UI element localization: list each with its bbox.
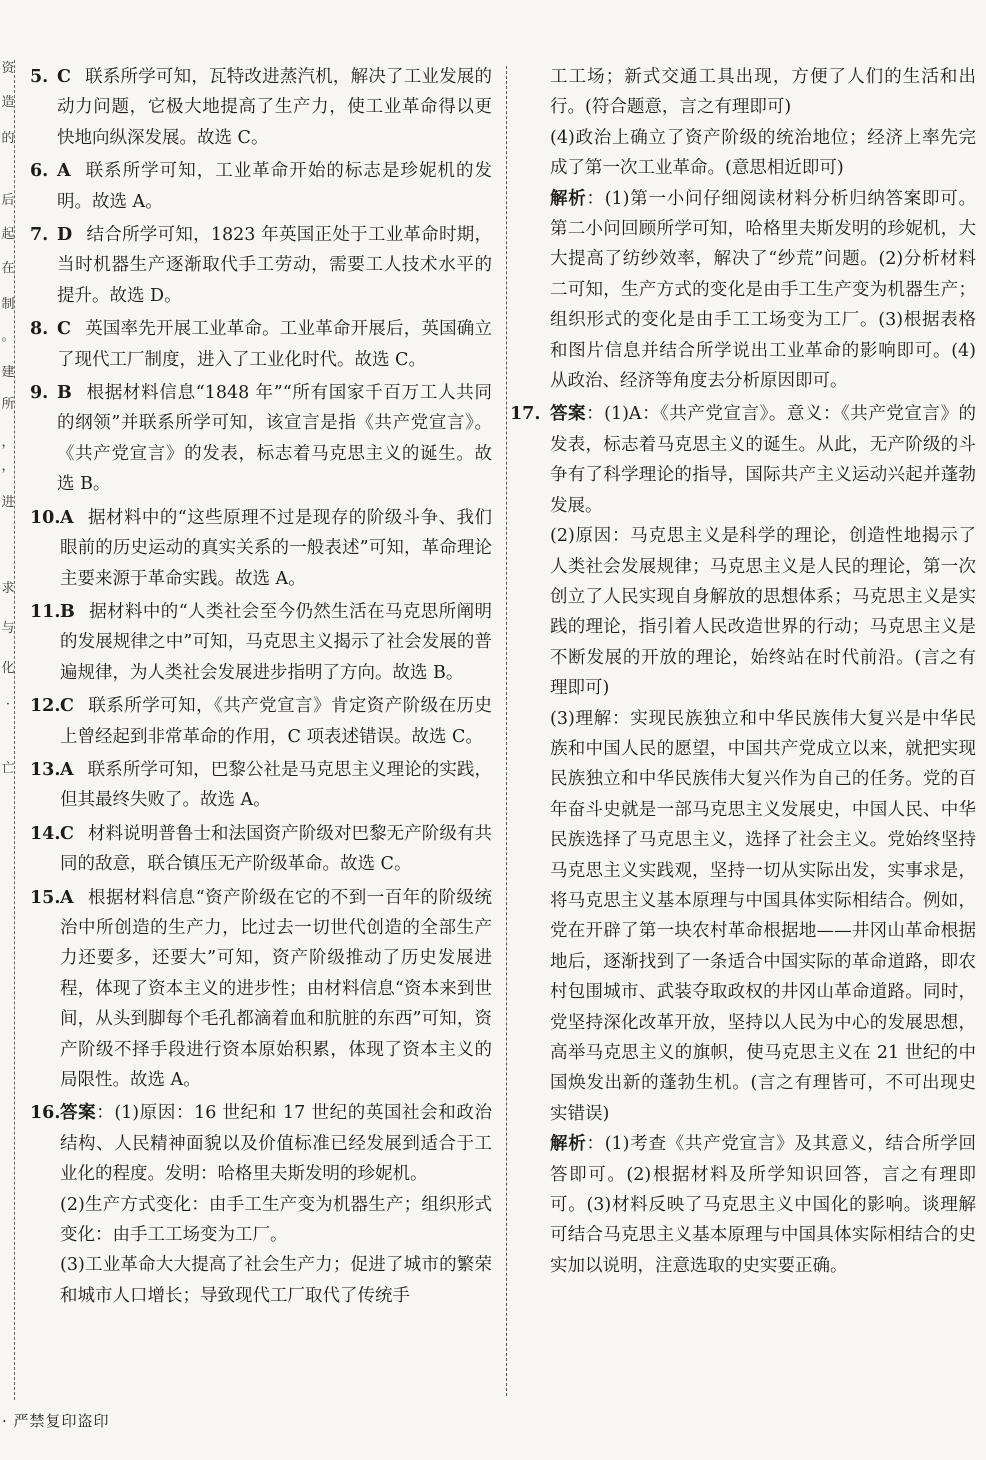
edge-char: 化 bbox=[1, 661, 15, 676]
answer-letter: C bbox=[57, 319, 71, 340]
answer-item-13 bbox=[30, 755, 492, 816]
answer-letter: A bbox=[57, 161, 71, 182]
answer-item-17 bbox=[510, 399, 977, 1281]
answer-label: 答案 bbox=[60, 1103, 97, 1124]
edge-char: 求 bbox=[1, 581, 15, 596]
edge-char: 所 bbox=[1, 397, 15, 412]
question-number: 5. bbox=[30, 67, 49, 87]
edge-char: 的 bbox=[1, 131, 15, 146]
answer-letter: B bbox=[57, 383, 72, 404]
explanation-text: 据材料中的“人类社会至今仍然生活在马克思所阐明的发展规律之中”可知，马克思主义揭示了社会发展的普遍规律，为人类社会发展进步指明了方向。故选 B。 bbox=[60, 601, 492, 683]
edge-char: 与 bbox=[1, 621, 15, 636]
edge-char: 进 bbox=[1, 495, 15, 510]
edge-char: ， bbox=[1, 435, 15, 450]
analysis-text: ：(1)第一小问仔细阅读材料分析归纳答案即可。第二小问回顾所学可知，哈格里夫斯发明的珍妮机，大大提高了纺纱效率，解决了“纱荒”问题。(2)分析材料二可知，生产方式的变化是由手工生产变为机器生产；组织形式的变化是由手工工场变为工厂。(3)根据表格和图片信息并结合所学说出工业革命的影响即可。(4)从政治、经济等角度去分析原因即可。 bbox=[550, 188, 977, 392]
question-number: 15. bbox=[30, 887, 61, 908]
explanation-text: 联系所学可知，瓦特改进蒸汽机，解决了工业发展的动力问题，它极大地提高了生产力，使工业革命得以更快地向纵深发展。故选 C。 bbox=[57, 67, 492, 148]
answer-item-16-continued bbox=[520, 62, 976, 396]
question-number: 12. bbox=[30, 696, 61, 717]
question-number: 11. bbox=[30, 601, 61, 622]
question-number: 17. bbox=[510, 404, 541, 425]
answer-part-1: ：(1)原因：16 世纪和 17 世纪的英国社会和政治结构、人民精神面貌以及价值标准已经发展到适合于工业化的程度。发明：哈格里夫斯发明的珍妮机。 bbox=[60, 1103, 493, 1185]
answer-item-7 bbox=[30, 220, 492, 311]
question-number: 10. bbox=[30, 507, 61, 528]
answer-letter: C bbox=[60, 696, 74, 717]
explanation-text: 联系所学可知，巴黎公社是马克思主义理论的实践，但其最终失败了。故选 A。 bbox=[60, 759, 492, 811]
answer-part-3: (3)理解：实现民族独立和中华民族伟大复兴是中华民族和中国人民的愿望，中国共产党成立以来，就把实现民族独立和中华民族伟大复兴作为自己的任务。党的百年奋斗史就是一部马克思主义发展史，中国人民、中华民族选择了马克思主义，选择了社会主义。党始终坚持马克思主义实践观，坚持一切从实际出发，实事求是，将马克思主义基本原理与中国具体实际相结合。例如，党在开辟了第一块农村革命根据地——井冈山革命根据地后，逐渐找到了一条适合中国实际的革命道路，即农村包围城市、武装夺取政权的井冈山革命道路。同时，党坚持深化改革开放，坚持以人民为中心的发展思想，高举马克思主义的旗帜，使马克思主义在 21 世纪的中国焕发出新的蓬勃生机。(言之有理皆可，不可出现史实错误) bbox=[550, 708, 976, 1124]
answer-letter: C bbox=[57, 67, 71, 87]
left-column bbox=[30, 62, 492, 1314]
right-column bbox=[510, 62, 977, 1284]
explanation-text: 结合所学可知，1823 年英国正处于工业革命时期，当时机器生产逐渐取代手工劳动，需要工人技术水平的提升。故选 D。 bbox=[57, 225, 492, 306]
answer-item-5 bbox=[30, 62, 492, 153]
explanation-text: 联系所学可知，《共产党宣言》肯定资产阶级在历史上曾经起到非常革命的作用，C 项表述错误。故选 C。 bbox=[60, 696, 492, 747]
analysis-label: 解析 bbox=[550, 188, 587, 209]
answer-letter: B bbox=[60, 601, 75, 622]
answer-letter: A bbox=[60, 759, 74, 780]
answer-part-4: (4)政治上确立了资产阶级的统治地位；经济上率先完成了第一次工业革命。(意思相近即可) bbox=[550, 127, 976, 179]
answer-item-6 bbox=[30, 156, 492, 217]
edge-char: 。 bbox=[1, 329, 15, 344]
answer-part-2: (2)生产方式变化：由手工生产变为机器生产；组织形式变化：由手工工场变为工厂。 bbox=[60, 1194, 492, 1246]
answer-part-1: ：(1)A：《共产党宣言》。意义：《共产党宣言》的发表，标志着马克思主义的诞生。从此，无产阶级的斗争有了科学理论的指导，国际共产主义运动兴起并蓬勃发展。 bbox=[550, 404, 976, 516]
edge-char: 后 bbox=[1, 193, 15, 208]
answer-item-14 bbox=[30, 819, 492, 880]
explanation-text: 联系所学可知，工业革命开始的标志是珍妮机的发明。故选 A。 bbox=[57, 161, 492, 212]
answer-letter: A bbox=[60, 507, 74, 528]
explanation-text: 根据材料信息“1848 年”“所有国家千百万工人共同的纲领”并联系所学可知，该宣言是指《共产党宣言》。《共产党宣言》的发表，标志着马克思主义的诞生。故选 B。 bbox=[57, 383, 492, 495]
edge-char: 制 bbox=[1, 297, 15, 312]
answer-item-11 bbox=[30, 597, 492, 688]
explanation-text: 根据材料信息“资产阶级在它的不到一百年的阶级统治中所创造的生产力，比过去一切世代创造的全部生产力还要多，还要大”可知，资产阶级推动了历史发展进程，体现了资本主义的进步性；由材料信息“资本来到世间，从头到脚每个毛孔都滴着血和肮脏的东西”可知，资产阶级不择手段进行资本原始积累，体现了资本主义的局限性。故选 A。 bbox=[60, 887, 492, 1090]
question-number: 6. bbox=[30, 161, 49, 182]
analysis-label: 解析 bbox=[550, 1134, 587, 1155]
answer-label: 答案 bbox=[550, 404, 587, 425]
left-edge-divider bbox=[14, 60, 15, 1400]
answer-letter: C bbox=[60, 823, 74, 844]
question-number: 7. bbox=[30, 225, 49, 246]
explanation-text: 据材料中的“这些原理不过是现存的阶级斗争、我们眼前的历史运动的真实关系的一般表述”可知，革命理论主要来源于革命实践。故选 A。 bbox=[60, 507, 492, 589]
question-number: 14. bbox=[30, 823, 61, 844]
edge-char: 建 bbox=[1, 365, 15, 380]
edge-char: 资 bbox=[1, 61, 15, 76]
edge-char: 在 bbox=[1, 261, 15, 276]
edge-char: 造 bbox=[1, 95, 15, 110]
explanation-text: 英国率先开展工业革命。工业革命开展后，英国确立了现代工厂制度，进入了工业化时代。故选 C。 bbox=[57, 319, 492, 370]
question-number: 16. bbox=[30, 1103, 61, 1124]
question-number: 13. bbox=[30, 759, 61, 780]
answer-item-15 bbox=[30, 883, 492, 1096]
edge-char: 亡 bbox=[1, 761, 15, 776]
footer-copyright-notice: · 严禁复印盗印 bbox=[2, 1412, 110, 1430]
analysis-text: ：(1)考查《共产党宣言》及其意义，结合所学回答即可。(2)根据材料及所学知识回答，言之有理即可。(3)材料反映了马克思主义中国化的影响。谈理解可结合马克思主义基本原理与中国具体实际相结合的史实加以说明，注意选取的史实要正确。 bbox=[550, 1134, 977, 1276]
answer-item-9 bbox=[30, 378, 492, 500]
explanation-text: 材料说明普鲁士和法国资产阶级对巴黎无产阶级有共同的敌意，联合镇压无产阶级革命。故选 C。 bbox=[60, 823, 492, 875]
answer-item-16 bbox=[30, 1098, 492, 1311]
answer-part-3-end: 工工场；新式交通工具出现，方便了人们的生活和出行。(符合题意，言之有理即可) bbox=[550, 67, 976, 118]
answer-letter: D bbox=[57, 225, 73, 246]
answer-part-2: (2)原因：马克思主义是科学的理论，创造性地揭示了人类社会发展规律；马克思主义是人民的理论，第一次创立了人民实现自身解放的思想体系；马克思主义是实践的理论，指引着人民改造世界的行动；马克思主义是不断发展的开放的理论，始终站在时代前沿。(言之有理即可) bbox=[550, 526, 976, 699]
answer-item-8 bbox=[30, 314, 492, 375]
answer-letter: A bbox=[60, 887, 74, 908]
answer-part-3: (3)工业革命大大提高了社会生产力；促进了城市的繁荣和城市人口增长；导致现代工厂取代了传统手 bbox=[60, 1255, 492, 1306]
question-number: 8. bbox=[30, 319, 49, 340]
answer-item-10 bbox=[30, 503, 492, 594]
column-divider bbox=[506, 66, 507, 1396]
answer-item-12 bbox=[30, 691, 492, 752]
question-number: 9. bbox=[30, 383, 49, 404]
edge-char: ， bbox=[1, 459, 15, 474]
edge-char: 起 bbox=[1, 227, 15, 242]
edge-char: · bbox=[5, 697, 11, 712]
